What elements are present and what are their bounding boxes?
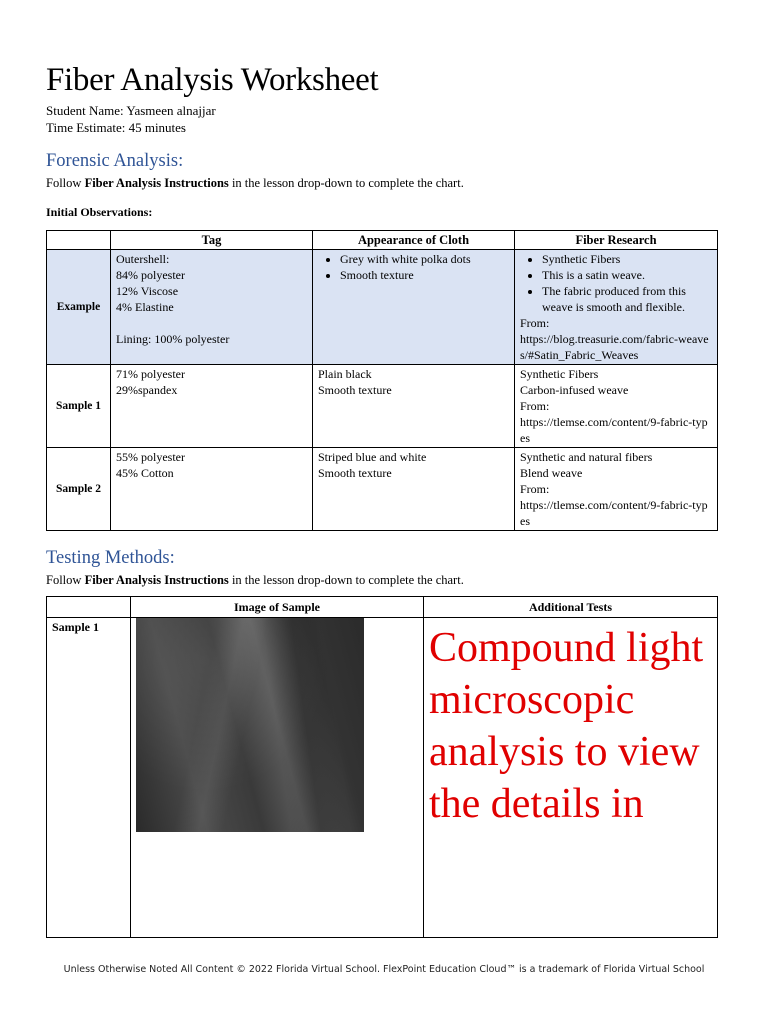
observations-table — [46, 230, 718, 531]
header-research: Fiber Research — [515, 231, 718, 250]
initial-observations-label: Initial Observations: — [46, 205, 153, 220]
cell-appearance[interactable] — [313, 448, 515, 531]
header-image: Image of Sample — [131, 597, 424, 618]
appearance-line: Plain black — [318, 367, 372, 382]
cell-tag[interactable] — [111, 250, 313, 365]
table-row-example — [47, 250, 718, 365]
fabric-fold — [173, 618, 268, 832]
tag-line: 71% polyester — [116, 367, 185, 382]
row-label: Sample 1 — [47, 618, 131, 938]
row-label: Example — [47, 250, 111, 365]
appearance-line: Smooth texture — [318, 466, 392, 481]
table-row-sample-2 — [47, 448, 718, 531]
bullet-item: • The fabric produced from this weave is smooth and flexible. — [542, 283, 712, 315]
table-row-sample-1 — [47, 618, 718, 938]
instr-text: Follow — [46, 176, 85, 191]
header-blank — [47, 597, 131, 618]
research-line: From: — [520, 399, 550, 414]
from-label: From: — [520, 316, 550, 331]
source-url: https://blog.treasurie.com/fabric-weaves/#Satin_Fabric_Weaves — [520, 332, 709, 363]
row-label: Sample 1 — [47, 365, 111, 448]
table-header-row — [47, 597, 718, 618]
blank-line — [116, 315, 307, 331]
tag-line: 12% Viscose — [116, 284, 179, 299]
source-url: https://tlemse.com/content/9-fabric-types — [520, 415, 708, 446]
header-appearance: Appearance of Cloth — [313, 231, 515, 250]
cell-research[interactable] — [515, 448, 718, 531]
cell-image[interactable] — [131, 618, 424, 938]
student-name: Student Name: Yasmeen alnajjar — [46, 103, 216, 119]
cell-appearance[interactable] — [313, 250, 515, 365]
source-url: https://tlemse.com/content/9-fabric-types — [520, 498, 708, 529]
bullet-item: • Smooth texture — [340, 267, 509, 283]
bullet-item: • Synthetic Fibers — [542, 251, 712, 267]
cell-research[interactable] — [515, 250, 718, 365]
instr-text: Follow — [46, 573, 85, 588]
appearance-line: Smooth texture — [318, 383, 392, 398]
table-header-row — [47, 231, 718, 250]
fabric-fold — [261, 618, 351, 832]
cell-tag[interactable] — [111, 448, 313, 531]
research-line: Carbon-infused weave — [520, 383, 629, 398]
copyright-footer: Unless Otherwise Noted All Content © 2022 Florida Virtual School. FlexPoint Education Cloud™ is a trademark of Florida Virtual School — [63, 964, 705, 975]
cell-research[interactable] — [515, 365, 718, 448]
research-line: From: — [520, 482, 550, 497]
header-additional-tests: Additional Tests — [424, 597, 718, 618]
tag-line: Lining: 100% polyester — [116, 332, 230, 347]
instr-text: in the lesson drop-down to complete the chart. — [228, 573, 464, 588]
cell-appearance[interactable] — [313, 365, 515, 448]
worksheet-page — [46, 62, 718, 938]
row-label: Sample 2 — [47, 448, 111, 531]
tag-line: Outershell: — [116, 252, 170, 267]
testing-instructions — [46, 572, 718, 588]
bullet-item: • Grey with white polka dots — [340, 251, 509, 267]
research-line: Synthetic Fibers — [520, 367, 599, 382]
research-line: Synthetic and natural fibers — [520, 450, 653, 465]
header-tag: Tag — [111, 231, 313, 250]
fabric-sample-image — [136, 618, 364, 832]
page-title: Fiber Analysis Worksheet — [46, 62, 379, 98]
forensic-instructions — [46, 175, 718, 191]
table-row-sample-1 — [47, 365, 718, 448]
time-estimate: Time Estimate: 45 minutes — [46, 120, 186, 136]
forensic-analysis-heading: Forensic Analysis: — [46, 151, 184, 172]
research-line: Blend weave — [520, 466, 583, 481]
tag-line: 55% polyester — [116, 450, 185, 465]
instr-bold: Fiber Analysis Instructions — [84, 573, 229, 588]
tag-line: 84% polyester — [116, 268, 185, 283]
testing-methods-heading: Testing Methods: — [46, 548, 175, 569]
instr-bold: Fiber Analysis Instructions — [84, 176, 229, 191]
cell-tag[interactable] — [111, 365, 313, 448]
instr-text: in the lesson drop-down to complete the chart. — [228, 176, 464, 191]
cell-additional-tests[interactable]: Compound light microscopic analysis to view the details in — [424, 618, 718, 938]
testing-table — [46, 596, 718, 938]
appearance-line: Striped blue and white — [318, 450, 427, 465]
tag-line: 29%spandex — [116, 383, 178, 398]
header-blank — [47, 231, 111, 250]
bullet-item: • This is a satin weave. — [542, 267, 712, 283]
tag-line: 4% Elastine — [116, 300, 174, 315]
tag-line: 45% Cotton — [116, 466, 174, 481]
